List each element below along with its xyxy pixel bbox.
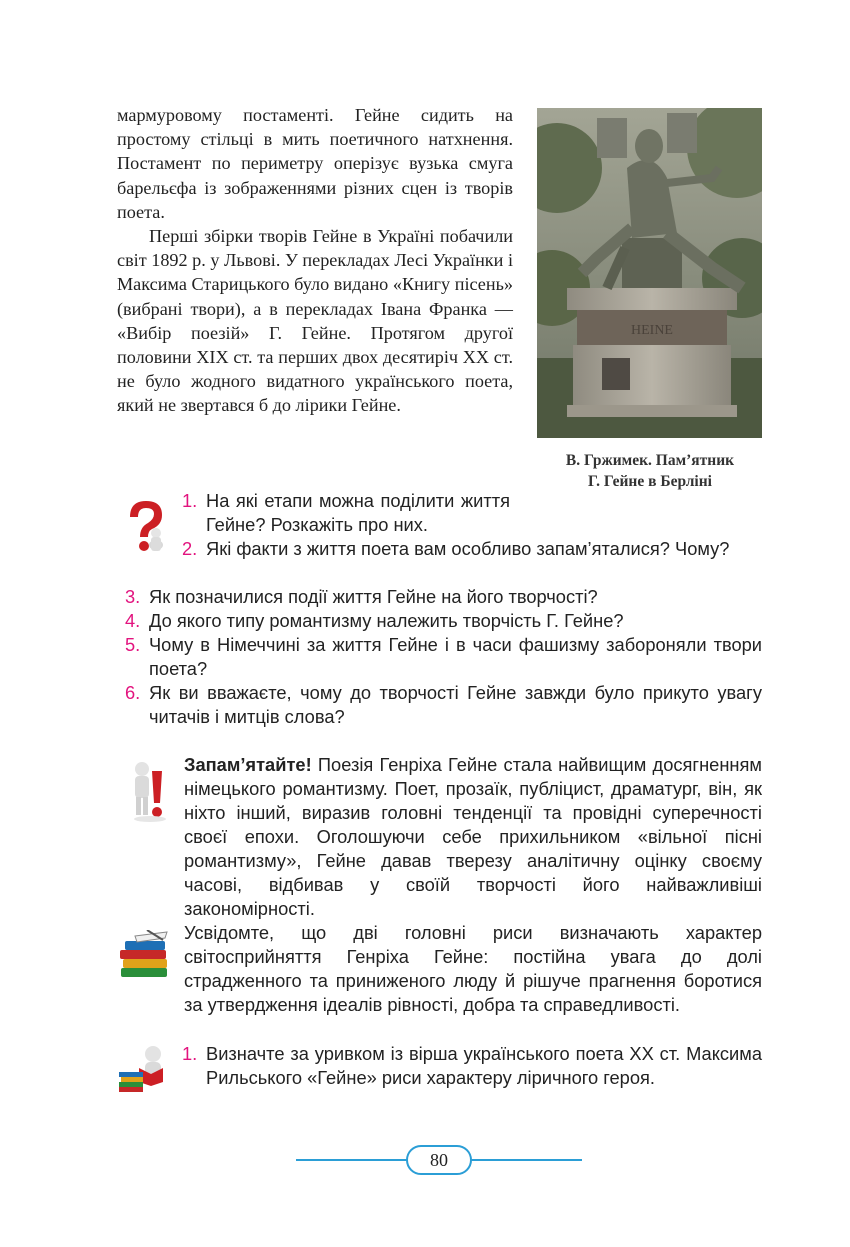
- photo-caption: [530, 450, 770, 492]
- question-4: [125, 609, 762, 633]
- page-line-left: [296, 1159, 408, 1161]
- caption-line-1: В. Гржимек. Пам’ятник: [565, 452, 735, 469]
- exclamation-mark-icon: [122, 757, 172, 828]
- question-5-number: 5.: [125, 634, 141, 655]
- question-6-text: Як ви вважаєте, чому до творчості Гейне завжди було прикуто увагу читачів і митців слова?: [149, 682, 762, 727]
- question-2-number: 2.: [182, 538, 198, 559]
- intro-paragraph-2: Перші збірки творів Гейне в Україні побачили світ 1892 р. у Львові. У перекладах Лесі Українки і Максима Старицького було видано «Книгу пісень» (вибрані твори), а в перекладах Івана Франка — «Вибір поезій» Г. Гейне. Протягом другої половини XIX ст. та перших двох десятиріч XX ст. не було жодного видатного українського поета, який не звертався б до лірики Гейне.: [117, 226, 513, 416]
- question-mark-icon: [122, 497, 172, 564]
- page-line-right: [470, 1159, 582, 1161]
- question-5-text: Чому в Німеччині за життя Гейне і в часи фашизму забороняли твори поета?: [149, 634, 762, 679]
- intro-text: [117, 103, 513, 418]
- question-3-number: 3.: [125, 586, 141, 607]
- remember-block-top: [184, 753, 762, 921]
- question-6: [125, 681, 762, 729]
- remember-text: Поезія Генріха Гейне стала найвищим досягненням німецького романтизму. Поет, прозаїк, публіцист, драматург, він, як ніхто інший, виразив головні тенденції та провідні суперечності своєї епохи. Оголошуючи себе прихильником «вільної пісні романтизму», Гейне давав тверезу аналітичну оцінку своєму часові, відбивав у своїй творчості його найважливіші закономірності.: [184, 754, 762, 919]
- question-1-number: 1.: [182, 490, 198, 511]
- question-2: [182, 537, 762, 561]
- caption-line-2: Г. Гейне в Берліні: [588, 473, 712, 490]
- question-3: [125, 585, 762, 609]
- monument-photo: [537, 108, 762, 438]
- reader-with-book-icon: [117, 1044, 175, 1099]
- question-1: [182, 489, 510, 537]
- realize-text: Усвідомте, що дві головні риси визначають характер світосприйняття Генріха Гейне: постійна увага до долі страдженного та приниженого люду й рішуче прагнення боротися за утвердження ідеалів рівності, добра та справедливості.: [184, 922, 762, 1015]
- question-1-text: На які етапи можна поділити життя Гейне? Розкажіть про них.: [206, 490, 510, 535]
- realize-block: [184, 921, 762, 1017]
- question-5: [125, 633, 762, 681]
- question-3-text: Як позначилися події життя Гейне на його творчості?: [149, 586, 598, 607]
- question-4-number: 4.: [125, 610, 141, 631]
- intro-paragraph-1: мармуровому постаменті. Гейне сидить на простому стільці в мить поетичного натхнення. Постамент по периметру оперізує вузька смуга барельєфа із зображеннями різних сцен із творів поета.: [117, 105, 513, 222]
- question-6-number: 6.: [125, 682, 141, 703]
- remember-lead: Запам’ятайте!: [184, 754, 312, 775]
- task-text: Визначте за уривком із вірша українського поета XX ст. Максима Рильського «Гейне» риси характеру ліричного героя.: [206, 1043, 762, 1088]
- books-icon: [117, 930, 175, 990]
- pedestal-inscription: HEINE: [631, 323, 673, 338]
- question-4-text: До якого типу романтизму належить творчість Г. Гейне?: [149, 610, 624, 631]
- questions-list: [125, 585, 762, 729]
- monument-illustration: [537, 108, 762, 438]
- task-number: 1.: [182, 1043, 198, 1064]
- page-number: 80: [406, 1145, 472, 1175]
- task-block: [182, 1042, 762, 1090]
- question-2-text: Які факти з життя поета вам особливо запам’яталися? Чому?: [206, 538, 730, 559]
